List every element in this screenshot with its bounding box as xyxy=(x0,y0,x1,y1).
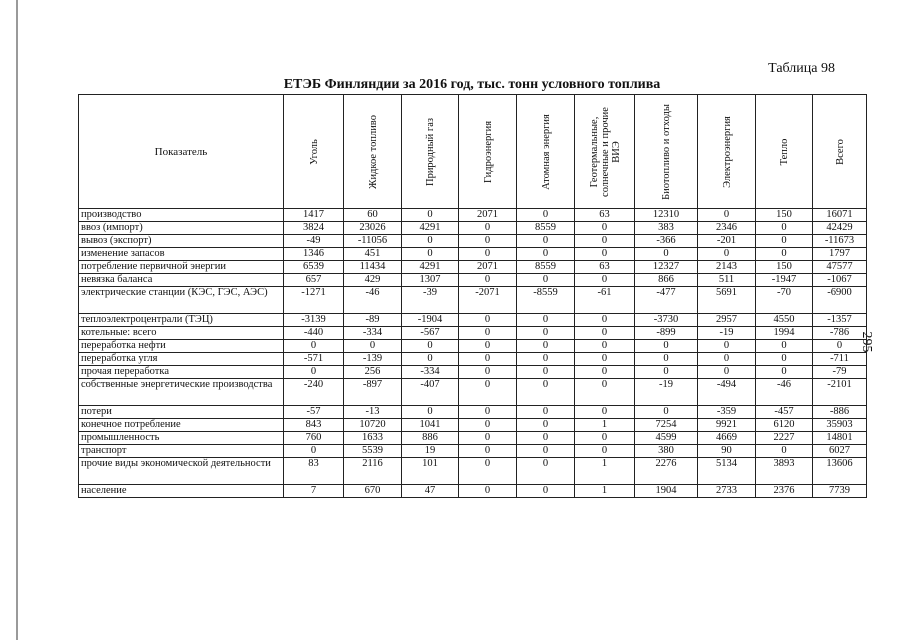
table-cell: 63 xyxy=(575,261,635,274)
table-caption: ЕТЭБ Финляндии за 2016 год, тыс. тонн условного топлива xyxy=(283,77,661,92)
table-cell: 0 xyxy=(813,340,867,353)
table-body xyxy=(79,209,867,498)
row-label: население xyxy=(79,485,284,498)
table-cell: 12310 xyxy=(635,209,698,222)
table-cell: -567 xyxy=(402,327,459,340)
table-cell: 0 xyxy=(575,366,635,379)
table-cell: -1357 xyxy=(813,314,867,327)
table-cell: 3824 xyxy=(284,222,344,235)
column-header-label: Биотопливо и отходы xyxy=(660,103,672,200)
table-cell: 0 xyxy=(575,353,635,366)
table-cell: -457 xyxy=(756,406,813,419)
table-cell: 0 xyxy=(635,406,698,419)
table-row xyxy=(79,222,867,235)
table-cell: 7254 xyxy=(635,419,698,432)
table-row xyxy=(79,406,867,419)
table-cell: 0 xyxy=(698,340,756,353)
table-cell: 1417 xyxy=(284,209,344,222)
table-cell: 0 xyxy=(402,353,459,366)
table-cell: 63 xyxy=(575,209,635,222)
table-cell: 0 xyxy=(459,248,517,261)
table-cell: 42429 xyxy=(813,222,867,235)
table-cell: 0 xyxy=(459,274,517,287)
table-cell: 1346 xyxy=(284,248,344,261)
row-label: собственные энергетические производства xyxy=(79,379,284,406)
energy-balance-table xyxy=(78,94,867,498)
table-cell: 2116 xyxy=(344,458,402,485)
table-cell: 1 xyxy=(575,419,635,432)
table-cell: 1633 xyxy=(344,432,402,445)
table-cell: 0 xyxy=(517,327,575,340)
table-cell: -201 xyxy=(698,235,756,248)
table-cell: -61 xyxy=(575,287,635,314)
column-header-label: Геотермальные, солнечные и прочие ВИЭ xyxy=(588,106,621,197)
table-cell: 0 xyxy=(575,445,635,458)
table-cell: -11673 xyxy=(813,235,867,248)
table-cell: -477 xyxy=(635,287,698,314)
table-row xyxy=(79,445,867,458)
table-cell: 0 xyxy=(575,235,635,248)
column-header xyxy=(575,95,635,209)
table-cell: -897 xyxy=(344,379,402,406)
column-header-label: Природный газ xyxy=(424,117,436,186)
table-cell: 4291 xyxy=(402,261,459,274)
table-cell: 0 xyxy=(756,353,813,366)
table-cell: 866 xyxy=(635,274,698,287)
table-cell: 0 xyxy=(402,406,459,419)
table-cell: 10720 xyxy=(344,419,402,432)
table-cell: -571 xyxy=(284,353,344,366)
table-cell: 0 xyxy=(517,209,575,222)
table-cell: 0 xyxy=(575,274,635,287)
table-cell: 1 xyxy=(575,458,635,485)
column-header xyxy=(756,95,813,209)
table-cell: -70 xyxy=(756,287,813,314)
column-header xyxy=(698,95,756,209)
table-cell: 0 xyxy=(459,327,517,340)
table-cell: 5539 xyxy=(344,445,402,458)
table-cell: -3139 xyxy=(284,314,344,327)
table-cell: 35903 xyxy=(813,419,867,432)
table-cell: 0 xyxy=(344,340,402,353)
table-cell: 60 xyxy=(344,209,402,222)
table-cell: -240 xyxy=(284,379,344,406)
table-row xyxy=(79,366,867,379)
column-header xyxy=(344,95,402,209)
table-cell: 7 xyxy=(284,485,344,498)
table-cell: 0 xyxy=(459,314,517,327)
table-cell: 0 xyxy=(756,366,813,379)
table-cell: 0 xyxy=(517,353,575,366)
table-cell: 19 xyxy=(402,445,459,458)
table-cell: -711 xyxy=(813,353,867,366)
table-number: Таблица 98 xyxy=(768,61,835,76)
table-row xyxy=(79,314,867,327)
table-cell: 2071 xyxy=(459,261,517,274)
table-cell: -139 xyxy=(344,353,402,366)
table-cell: 657 xyxy=(284,274,344,287)
table-cell: 0 xyxy=(517,235,575,248)
table-cell: -8559 xyxy=(517,287,575,314)
table-cell: 843 xyxy=(284,419,344,432)
table-cell: 23026 xyxy=(344,222,402,235)
table-cell: 0 xyxy=(517,485,575,498)
table-cell: 0 xyxy=(459,432,517,445)
table-cell: 12327 xyxy=(635,261,698,274)
column-header xyxy=(459,95,517,209)
table-cell: 3893 xyxy=(756,458,813,485)
table-cell: 256 xyxy=(344,366,402,379)
row-label: переработка нефти xyxy=(79,340,284,353)
table-row xyxy=(79,419,867,432)
table-cell: 1307 xyxy=(402,274,459,287)
row-label: транспорт xyxy=(79,445,284,458)
row-label: потери xyxy=(79,406,284,419)
table-cell: 0 xyxy=(635,366,698,379)
table-cell: 0 xyxy=(459,445,517,458)
table-cell: 4291 xyxy=(402,222,459,235)
table-cell: 0 xyxy=(635,248,698,261)
column-header-indicator: Показатель xyxy=(79,95,284,209)
row-label: электрические станции (КЭС, ГЭС, АЭС) xyxy=(79,287,284,314)
table-cell: 0 xyxy=(459,235,517,248)
table-cell: -6900 xyxy=(813,287,867,314)
table-cell: 0 xyxy=(284,366,344,379)
table-cell: -79 xyxy=(813,366,867,379)
column-header-label: Тепло xyxy=(778,138,790,165)
table-cell: 0 xyxy=(756,235,813,248)
column-header xyxy=(517,95,575,209)
table-cell: -11056 xyxy=(344,235,402,248)
table-cell: -494 xyxy=(698,379,756,406)
table-cell: 0 xyxy=(756,222,813,235)
table-cell: 2071 xyxy=(459,209,517,222)
row-label: промышленность xyxy=(79,432,284,445)
row-label: потребление первичной энергии xyxy=(79,261,284,274)
table-cell: 9921 xyxy=(698,419,756,432)
table-cell: -19 xyxy=(698,327,756,340)
row-label: конечное потребление xyxy=(79,419,284,432)
table-cell: 0 xyxy=(517,419,575,432)
table-cell: -2101 xyxy=(813,379,867,406)
scan-edge-line xyxy=(16,0,18,640)
table-cell: -899 xyxy=(635,327,698,340)
table-cell: 1797 xyxy=(813,248,867,261)
table-cell: -89 xyxy=(344,314,402,327)
table-cell: 0 xyxy=(575,406,635,419)
table-cell: 7739 xyxy=(813,485,867,498)
table-cell: 0 xyxy=(517,432,575,445)
table-cell: -1947 xyxy=(756,274,813,287)
table-cell: -2071 xyxy=(459,287,517,314)
table-row xyxy=(79,485,867,498)
table-cell: 0 xyxy=(517,379,575,406)
table-cell: -1067 xyxy=(813,274,867,287)
table-cell: 0 xyxy=(459,366,517,379)
table-cell: 5691 xyxy=(698,287,756,314)
table-cell: 0 xyxy=(698,353,756,366)
table-cell: 0 xyxy=(517,340,575,353)
table-cell: 0 xyxy=(459,485,517,498)
table-cell: 886 xyxy=(402,432,459,445)
table-cell: 0 xyxy=(635,340,698,353)
table-cell: 0 xyxy=(517,366,575,379)
table-cell: 0 xyxy=(575,314,635,327)
table-cell: 8559 xyxy=(517,222,575,235)
table-cell: 0 xyxy=(698,209,756,222)
table-cell: 0 xyxy=(402,340,459,353)
table-row xyxy=(79,458,867,485)
table-cell: 1994 xyxy=(756,327,813,340)
table-cell: 47577 xyxy=(813,261,867,274)
table-cell: 0 xyxy=(402,248,459,261)
table-cell: 2957 xyxy=(698,314,756,327)
column-header xyxy=(402,95,459,209)
table-cell: 0 xyxy=(517,458,575,485)
row-label: котельные: всего xyxy=(79,327,284,340)
table-row xyxy=(79,248,867,261)
table-cell: 383 xyxy=(635,222,698,235)
table-row xyxy=(79,274,867,287)
row-label: производство xyxy=(79,209,284,222)
table-cell: 1904 xyxy=(635,485,698,498)
table-cell: 2346 xyxy=(698,222,756,235)
table-cell: 150 xyxy=(756,261,813,274)
table-cell: 0 xyxy=(698,366,756,379)
table-cell: 90 xyxy=(698,445,756,458)
table-cell: 2376 xyxy=(756,485,813,498)
table-cell: 16071 xyxy=(813,209,867,222)
table-cell: 0 xyxy=(575,340,635,353)
table-cell: 0 xyxy=(575,432,635,445)
table-cell: 6539 xyxy=(284,261,344,274)
table-cell: -46 xyxy=(756,379,813,406)
table-cell: 0 xyxy=(517,445,575,458)
table-cell: -407 xyxy=(402,379,459,406)
column-header xyxy=(635,95,698,209)
table-cell: 429 xyxy=(344,274,402,287)
table-cell: 0 xyxy=(575,379,635,406)
table-cell: 511 xyxy=(698,274,756,287)
table-cell: 0 xyxy=(756,445,813,458)
row-label: прочая переработка xyxy=(79,366,284,379)
table-cell: -49 xyxy=(284,235,344,248)
table-cell: 2227 xyxy=(756,432,813,445)
table-cell: 451 xyxy=(344,248,402,261)
column-header xyxy=(813,95,867,209)
column-header-label: Атомная энергия xyxy=(540,113,551,190)
row-label: переработка угля xyxy=(79,353,284,366)
column-header-label: Электроэнергия xyxy=(721,115,732,188)
table-cell: 4599 xyxy=(635,432,698,445)
table-row xyxy=(79,287,867,314)
table-cell: 83 xyxy=(284,458,344,485)
table-cell: 2143 xyxy=(698,261,756,274)
row-label: теплоэлектроцентрали (ТЭЦ) xyxy=(79,314,284,327)
table-cell: 760 xyxy=(284,432,344,445)
table-cell: 0 xyxy=(459,222,517,235)
table-cell: 8559 xyxy=(517,261,575,274)
table-cell: 0 xyxy=(517,248,575,261)
table-cell: 14801 xyxy=(813,432,867,445)
table-cell: -57 xyxy=(284,406,344,419)
table-cell: 0 xyxy=(517,406,575,419)
table-cell: 670 xyxy=(344,485,402,498)
table-cell: 0 xyxy=(517,274,575,287)
table-row xyxy=(79,379,867,406)
table-cell: 0 xyxy=(575,248,635,261)
table-row xyxy=(79,340,867,353)
table-row xyxy=(79,209,867,222)
table-cell: 0 xyxy=(575,222,635,235)
table-cell: -1271 xyxy=(284,287,344,314)
table-cell: 13606 xyxy=(813,458,867,485)
table-row xyxy=(79,235,867,248)
table-cell: 1 xyxy=(575,485,635,498)
table-cell: 0 xyxy=(517,314,575,327)
table-cell: -440 xyxy=(284,327,344,340)
row-label: ввоз (импорт) xyxy=(79,222,284,235)
table-cell: -359 xyxy=(698,406,756,419)
table-cell: 0 xyxy=(459,458,517,485)
table-cell: 0 xyxy=(459,419,517,432)
table-cell: -46 xyxy=(344,287,402,314)
row-label: прочие виды экономической деятельности xyxy=(79,458,284,485)
table-cell: -366 xyxy=(635,235,698,248)
table-cell: 4669 xyxy=(698,432,756,445)
table-cell: -886 xyxy=(813,406,867,419)
table-cell: 0 xyxy=(756,248,813,261)
table-cell: -786 xyxy=(813,327,867,340)
table-cell: 0 xyxy=(635,353,698,366)
row-label: изменение запасов xyxy=(79,248,284,261)
table-cell: 0 xyxy=(402,235,459,248)
table-cell: 0 xyxy=(284,445,344,458)
table-cell: -334 xyxy=(402,366,459,379)
table-cell: 0 xyxy=(756,340,813,353)
column-header-label: Всего xyxy=(834,138,845,165)
table-cell: 0 xyxy=(459,379,517,406)
table-cell: -13 xyxy=(344,406,402,419)
table-cell: -19 xyxy=(635,379,698,406)
table-cell: 6120 xyxy=(756,419,813,432)
table-cell: 380 xyxy=(635,445,698,458)
table-cell: 150 xyxy=(756,209,813,222)
row-label: невязка баланса xyxy=(79,274,284,287)
table-cell: 4550 xyxy=(756,314,813,327)
table-row xyxy=(79,327,867,340)
table-cell: 5134 xyxy=(698,458,756,485)
table-cell: -3730 xyxy=(635,314,698,327)
column-header-label: Гидроэнергия xyxy=(482,120,493,183)
table-cell: -39 xyxy=(402,287,459,314)
table-cell: 0 xyxy=(459,340,517,353)
header-row xyxy=(79,95,867,209)
table-cell: -334 xyxy=(344,327,402,340)
table-cell: -1904 xyxy=(402,314,459,327)
column-header-label: Уголь xyxy=(308,138,319,165)
table-cell: 0 xyxy=(459,353,517,366)
column-header-label: Жидкое топливо xyxy=(367,114,378,189)
table-row xyxy=(79,353,867,366)
table-cell: 0 xyxy=(698,248,756,261)
table-cell: 11434 xyxy=(344,261,402,274)
row-label: вывоз (экспорт) xyxy=(79,235,284,248)
table-cell: 0 xyxy=(459,406,517,419)
table-cell: 1041 xyxy=(402,419,459,432)
column-header xyxy=(284,95,344,209)
table-row xyxy=(79,261,867,274)
table-row xyxy=(79,432,867,445)
table-cell: 2276 xyxy=(635,458,698,485)
table-cell: 101 xyxy=(402,458,459,485)
table-cell: 0 xyxy=(402,209,459,222)
table-cell: 0 xyxy=(284,340,344,353)
table-cell: 0 xyxy=(575,327,635,340)
table-cell: 2733 xyxy=(698,485,756,498)
page-number: 295 xyxy=(859,331,874,353)
table-cell: 6027 xyxy=(813,445,867,458)
table-cell: 47 xyxy=(402,485,459,498)
